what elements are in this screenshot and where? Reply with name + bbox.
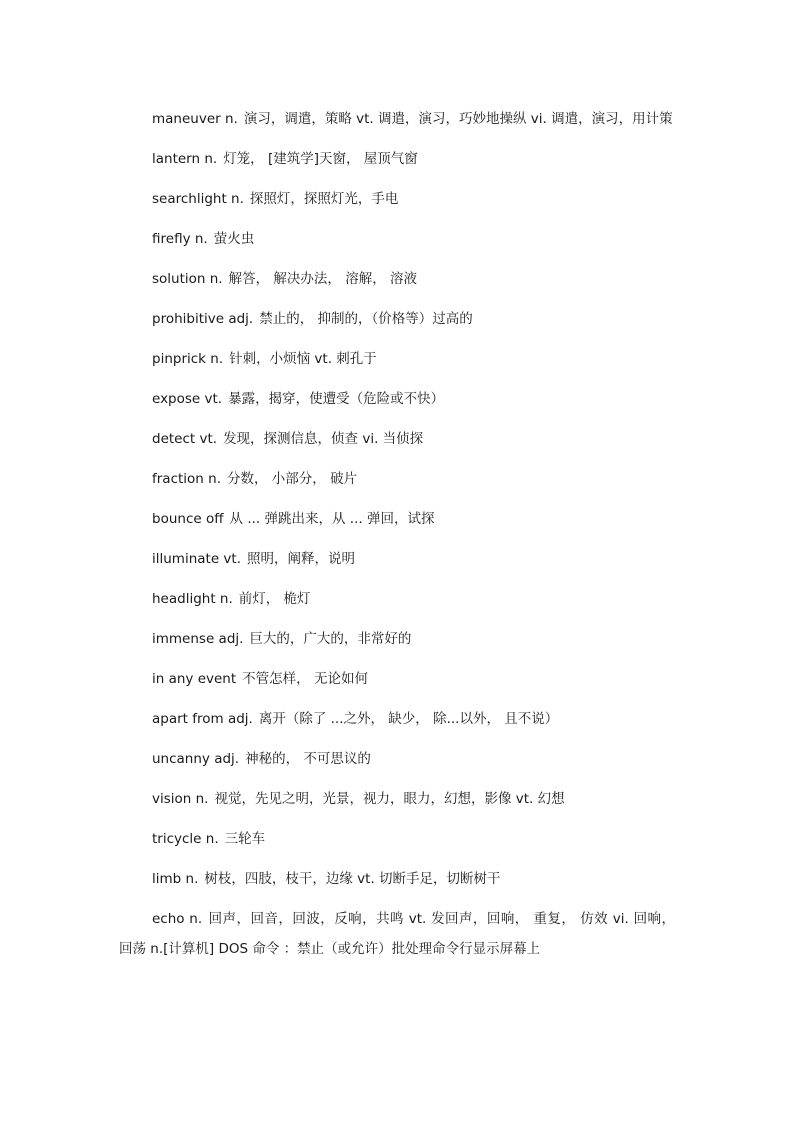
vocab-definition: 照明，阐释，说明 [247, 551, 356, 567]
vocab-word: prohibitive adj. [152, 311, 254, 327]
vocab-definition: 巨大的，广大的，非常好的 [249, 631, 412, 647]
vocab-definition: 萤火虫 [213, 231, 255, 247]
vocab-entry [119, 344, 675, 374]
vocab-definition: 树枝，四肢，枝干，边缘 vt. 切断手足，切断树干 [204, 871, 501, 887]
vocab-word: uncanny adj. [152, 751, 240, 767]
vocab-word: vision n. [152, 791, 209, 807]
vocab-entry [119, 624, 675, 654]
vocab-definition: 回声，回音，回波，反响，共鸣 vt. 发回声，回响， 重复， 仿效 vi. 回响， 回荡 n.[计算机] DOS 命令 ：禁止（或允许）批处理命令行显示屏幕上 [119, 911, 675, 957]
vocab-word: firefly n. [152, 231, 208, 247]
vocab-word: immense adj. [152, 631, 244, 647]
vocab-entry [119, 104, 675, 134]
vocab-entry [119, 224, 675, 254]
vocab-word: solution n. [152, 271, 223, 287]
vocab-entry [119, 424, 675, 454]
vocab-definition: 灯笼， [建筑学]天窗， 屋顶气窗 [223, 151, 418, 167]
vocab-word: in any event [152, 671, 237, 687]
vocab-entry [119, 184, 675, 214]
vocabulary-list [119, 104, 675, 974]
vocab-entry [119, 824, 675, 854]
vocab-definition: 不管怎样， 无论如何 [242, 671, 368, 687]
vocab-entry [119, 504, 675, 534]
vocab-entry [119, 704, 675, 734]
vocab-word: limb n. [152, 871, 199, 887]
vocab-word: fraction n. [152, 471, 221, 487]
vocab-entry [119, 304, 675, 334]
vocab-definition: 演习，调遣，策略 vt. 调遣，演习，巧妙地操纵 vi. 调遣，演习，用计策 [243, 111, 673, 127]
vocab-word: headlight n. [152, 591, 233, 607]
vocab-entry [119, 384, 675, 414]
vocab-entry [119, 144, 675, 174]
vocab-entry [119, 264, 675, 294]
vocab-definition: 离开（除了 ...之外， 缺少， 除...以外， 且不说） [258, 711, 559, 727]
vocab-entry [119, 664, 675, 694]
vocab-definition: 三轮车 [224, 831, 266, 847]
vocab-definition: 探照灯，探照灯光，手电 [249, 191, 399, 207]
vocab-entry [119, 864, 675, 894]
vocab-definition: 暴露，揭穿，使遭受（危险或不快） [228, 391, 445, 407]
vocab-word: detect vt. [152, 431, 218, 447]
vocab-word: pinprick n. [152, 351, 224, 367]
vocab-entry [119, 784, 675, 814]
vocab-entry [119, 744, 675, 774]
vocab-word: expose vt. [152, 391, 223, 407]
vocab-word: maneuver n. [152, 111, 238, 127]
vocab-definition: 发现，探测信息，侦查 vi. 当侦探 [223, 431, 424, 447]
vocab-entry [119, 544, 675, 574]
vocab-definition: 从 ... 弹跳出来，从 ... 弹回，试探 [229, 511, 435, 527]
vocab-definition: 分数， 小部分， 破片 [227, 471, 358, 487]
vocab-definition: 视觉，先见之明，光景，视力，眼力，幻想，影像 vt. 幻想 [214, 791, 565, 807]
vocab-entry [119, 584, 675, 614]
vocab-word: tricycle n. [152, 831, 219, 847]
vocab-entry [119, 904, 675, 964]
vocab-entry [119, 464, 675, 494]
vocab-word: illuminate vt. [152, 551, 242, 567]
vocab-word: apart from adj. [152, 711, 253, 727]
vocab-word: echo n. [152, 911, 203, 927]
vocab-definition: 前灯， 桅灯 [238, 591, 311, 607]
vocab-definition: 针刺，小烦恼 vt. 刺孔于 [229, 351, 377, 367]
vocab-definition: 神秘的， 不可思议的 [245, 751, 371, 767]
vocab-word: bounce off [152, 511, 224, 527]
vocab-definition: 禁止的， 抑制的，（价格等）过高的 [259, 311, 473, 327]
vocab-word: lantern n. [152, 151, 218, 167]
vocab-definition: 解答， 解决办法， 溶解， 溶液 [228, 271, 417, 287]
vocab-word: searchlight n. [152, 191, 244, 207]
